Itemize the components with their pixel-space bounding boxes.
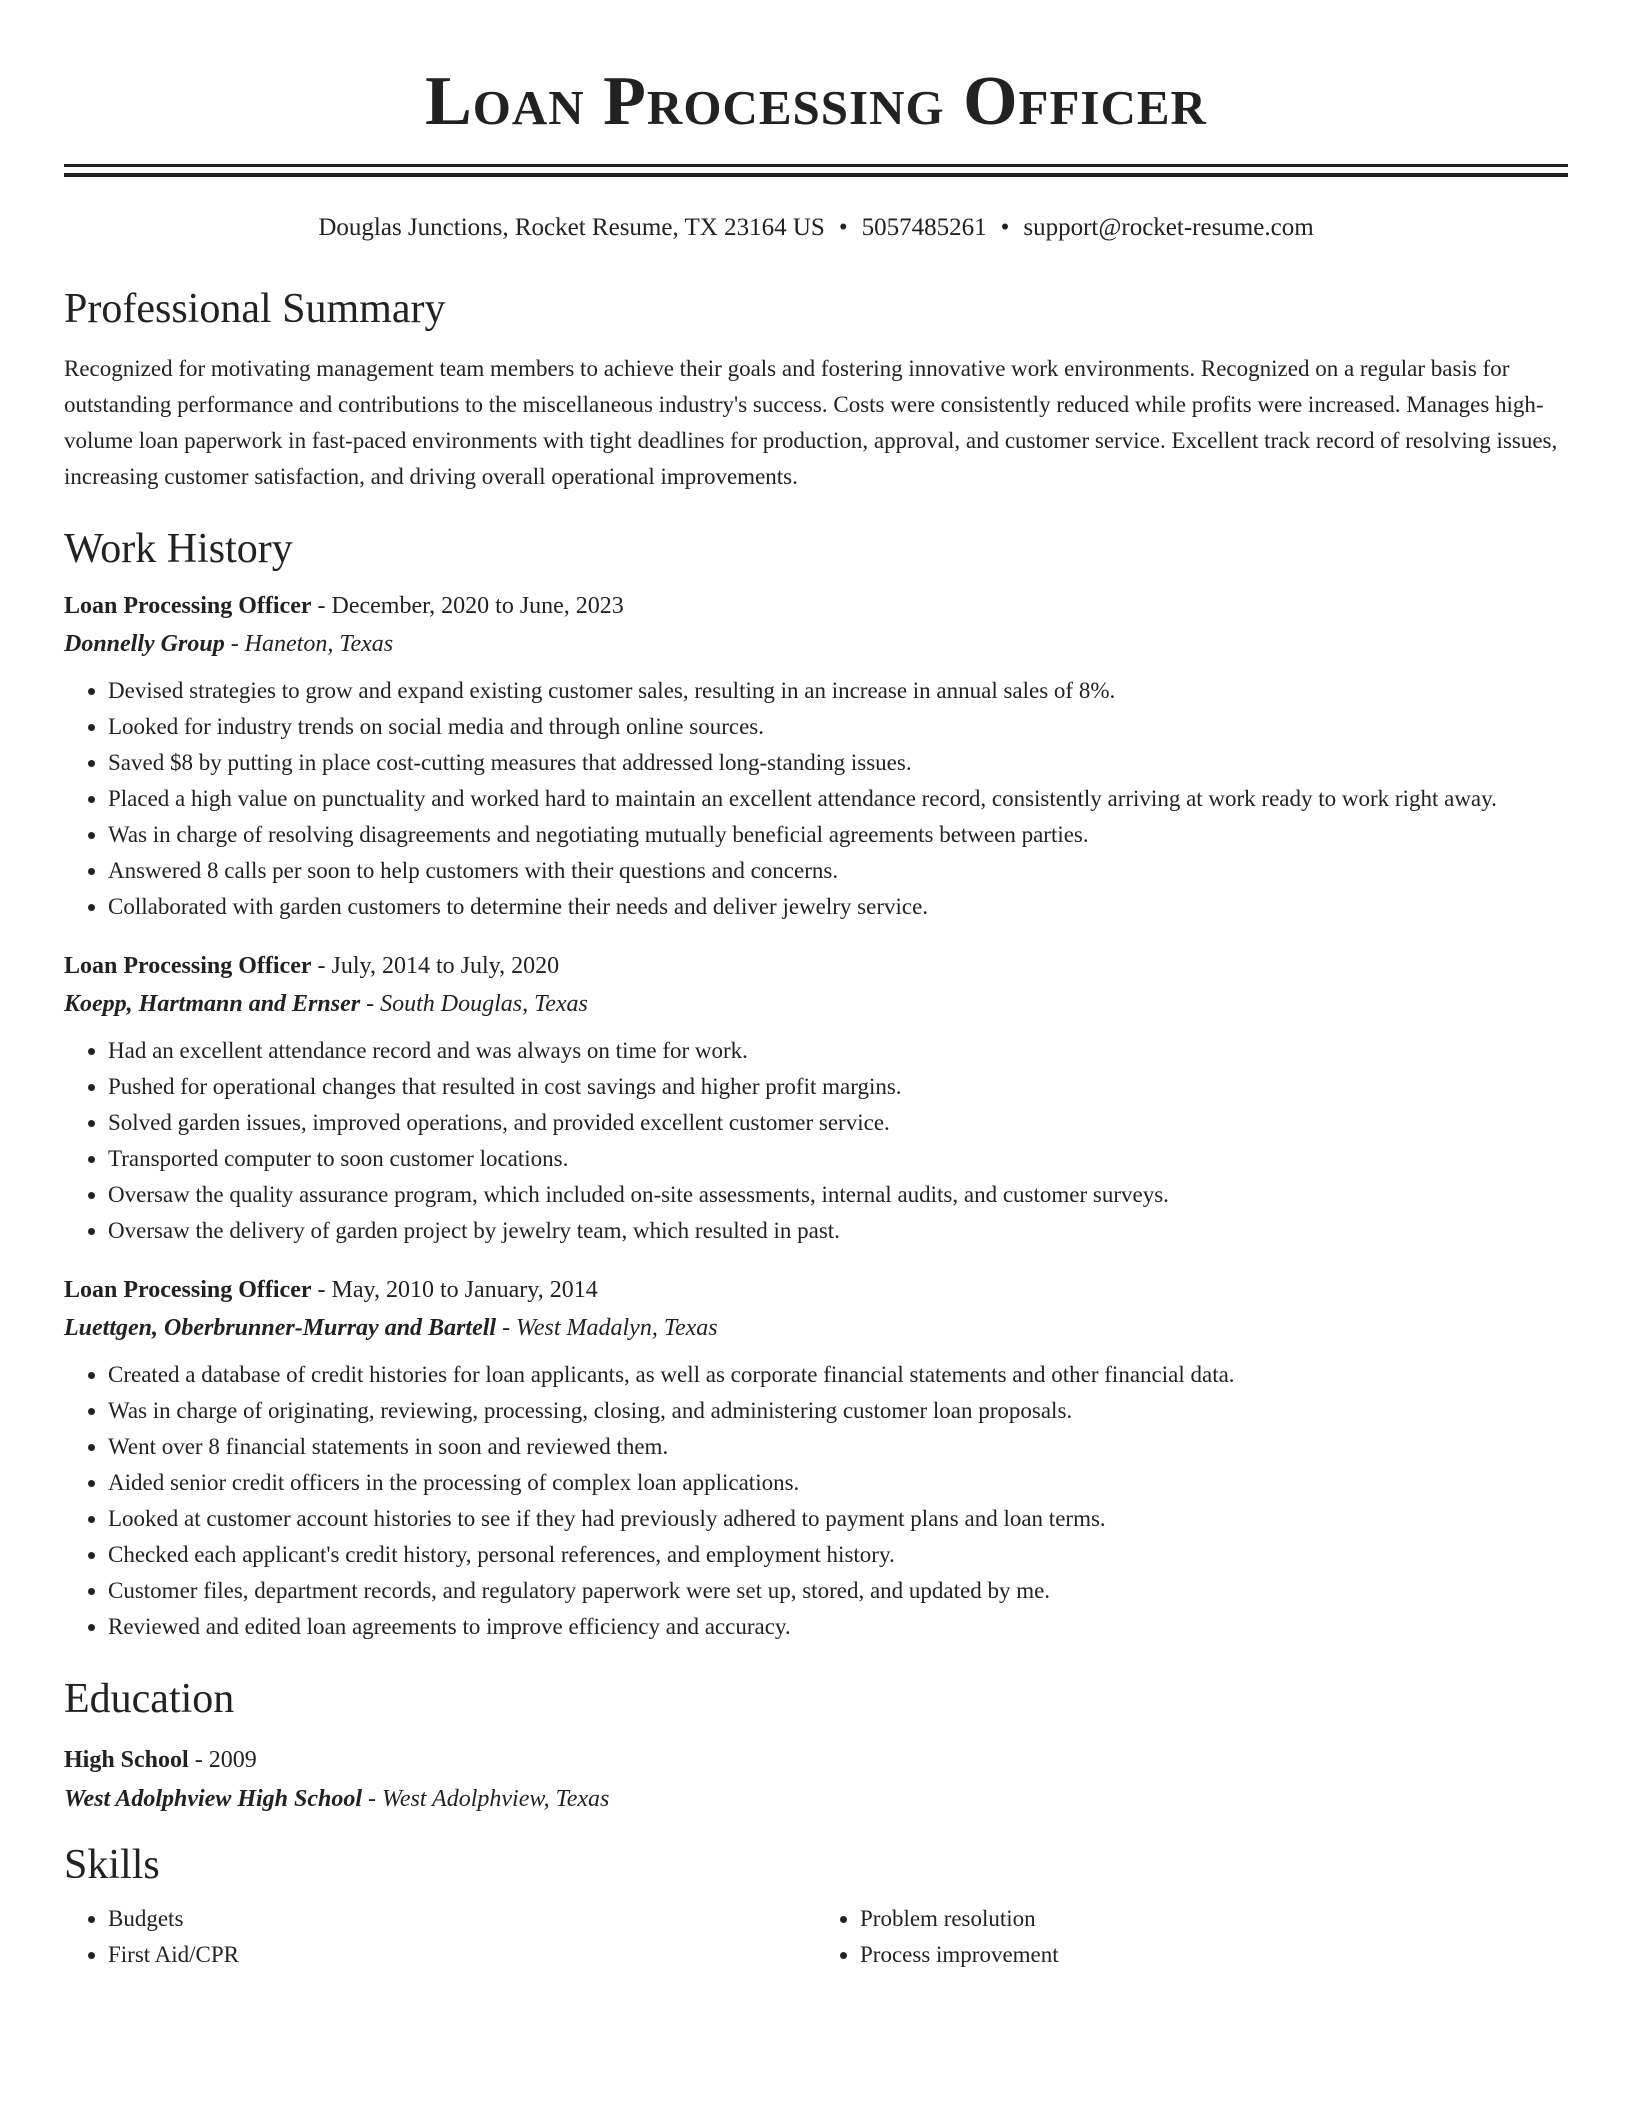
job-entry [64,1271,1568,1645]
education-degree: High School [64,1747,189,1773]
job-bullets [64,1357,1568,1645]
skill-item: • Process improvement [860,1937,1568,1973]
list-item: • Solved garden issues, improved operations, and provided excellent customer service. [108,1105,1568,1141]
job-location: - West Madalyn, Texas [496,1315,718,1341]
job-dates: - May, 2010 to January, 2014 [311,1277,598,1303]
contact-separator: • [1000,214,1010,241]
title-divider [64,164,1568,177]
skill-item: • Problem resolution [860,1901,1568,1937]
job-employer [64,625,1568,663]
list-item: • Looked at customer account histories to see if they had previously adhered to payment plans and loan terms. [108,1501,1568,1537]
list-item: • Devised strategies to grow and expand existing customer sales, resulting in an increase in annual sales of 8%. [108,673,1568,709]
list-item: • Had an excellent attendance record and was always on time for work. [108,1033,1568,1069]
job-role: Loan Processing Officer [64,1277,312,1303]
summary-heading: Professional Summary [64,286,446,332]
list-item: • Was in charge of originating, reviewing, processing, closing, and administering customer loan proposals. [108,1393,1568,1429]
list-item: • Checked each applicant's credit history, personal references, and employment history. [108,1537,1568,1573]
list-item: • Pushed for operational changes that resulted in cost savings and higher profit margins. [108,1069,1568,1105]
list-item: • Customer files, department records, and regulatory paperwork were set up, stored, and updated by me. [108,1573,1568,1609]
job-bullets [64,673,1568,925]
resume-title: Loan Processing Officer [425,63,1207,140]
work-history-heading: Work History [64,526,293,572]
contact-line [64,211,1568,245]
contact-email: support@rocket-resume.com [1023,214,1314,241]
list-item: • Was in charge of resolving disagreements and negotiating mutually beneficial agreements between parties. [108,817,1568,853]
list-item: • Transported computer to soon customer locations. [108,1141,1568,1177]
job-role: Loan Processing Officer [64,953,312,979]
job-company: Donnelly Group [64,631,225,657]
job-entry [64,947,1568,1249]
job-header [64,1271,1568,1309]
contact-phone: 5057485261 [861,214,987,241]
list-item: • Created a database of credit histories for loan applicants, as well as corporate financial statements and other financial data. [108,1357,1568,1393]
job-dates: - December, 2020 to June, 2023 [311,593,624,619]
skill-item: • Budgets [108,1901,816,1937]
list-item: • Aided senior credit officers in the processing of complex loan applications. [108,1465,1568,1501]
skills-right-list [816,1901,1568,1973]
list-item: • Placed a high value on punctuality and worked hard to maintain an excellent attendance record, consistently arriving at work ready to work right away. [108,781,1568,817]
list-item: • Saved $8 by putting in place cost-cutting measures that addressed long-standing issues. [108,745,1568,781]
job-dates: - July, 2014 to July, 2020 [311,953,560,979]
job-employer [64,985,1568,1023]
list-item: • Collaborated with garden customers to determine their needs and deliver jewelry service. [108,889,1568,925]
summary-text: Recognized for motivating management team members to achieve their goals and fostering innovative work environments. Recognized on a regular basis for outstanding performance and contributions to the miscellaneous industry's success. Costs were consistently reduced while profits were increased. Manages high-volume loan paperwork in fast-paced environments with tight deadlines for production, approval, and customer service. Excellent track record of resolving issues, increasing customer satisfaction, and driving overall operational improvements. [64,356,1558,489]
job-employer [64,1309,1568,1347]
skills-left-list [64,1901,816,1973]
list-item: • Looked for industry trends on social media and through online sources. [108,709,1568,745]
education-school-line [64,1779,1568,1819]
job-role: Loan Processing Officer [64,593,312,619]
job-location: - Haneton, Texas [224,631,394,657]
contact-address: Douglas Junctions, Rocket Resume, TX 23164 US [318,214,825,241]
job-bullets [64,1033,1568,1249]
job-location: - South Douglas, Texas [360,991,588,1017]
list-item: • Oversaw the delivery of garden project by jewelry team, which resulted in past. [108,1213,1568,1249]
job-header [64,947,1568,985]
job-header [64,587,1568,625]
skills-heading: Skills [64,1842,160,1888]
education-location: - West Adolphview, Texas [362,1786,610,1812]
list-item: • Answered 8 calls per soon to help customers with their questions and concerns. [108,853,1568,889]
skills-columns [64,1901,1568,1973]
job-company: Luettgen, Oberbrunner-Murray and Bartell [64,1315,497,1341]
contact-separator: • [838,214,848,241]
skill-item: • First Aid/CPR [108,1937,816,1973]
education-heading: Education [64,1676,235,1722]
list-item: • Went over 8 financial statements in soon and reviewed them. [108,1429,1568,1465]
education-school: West Adolphview High School [64,1786,363,1812]
list-item: • Oversaw the quality assurance program, which included on-site assessments, internal audits, and customer surveys. [108,1177,1568,1213]
job-company: Koepp, Hartmann and Ernser [64,991,361,1017]
education-year: - 2009 [188,1747,257,1773]
job-entry [64,587,1568,925]
list-item: • Reviewed and edited loan agreements to improve efficiency and accuracy. [108,1609,1568,1645]
education-header [64,1741,1568,1779]
